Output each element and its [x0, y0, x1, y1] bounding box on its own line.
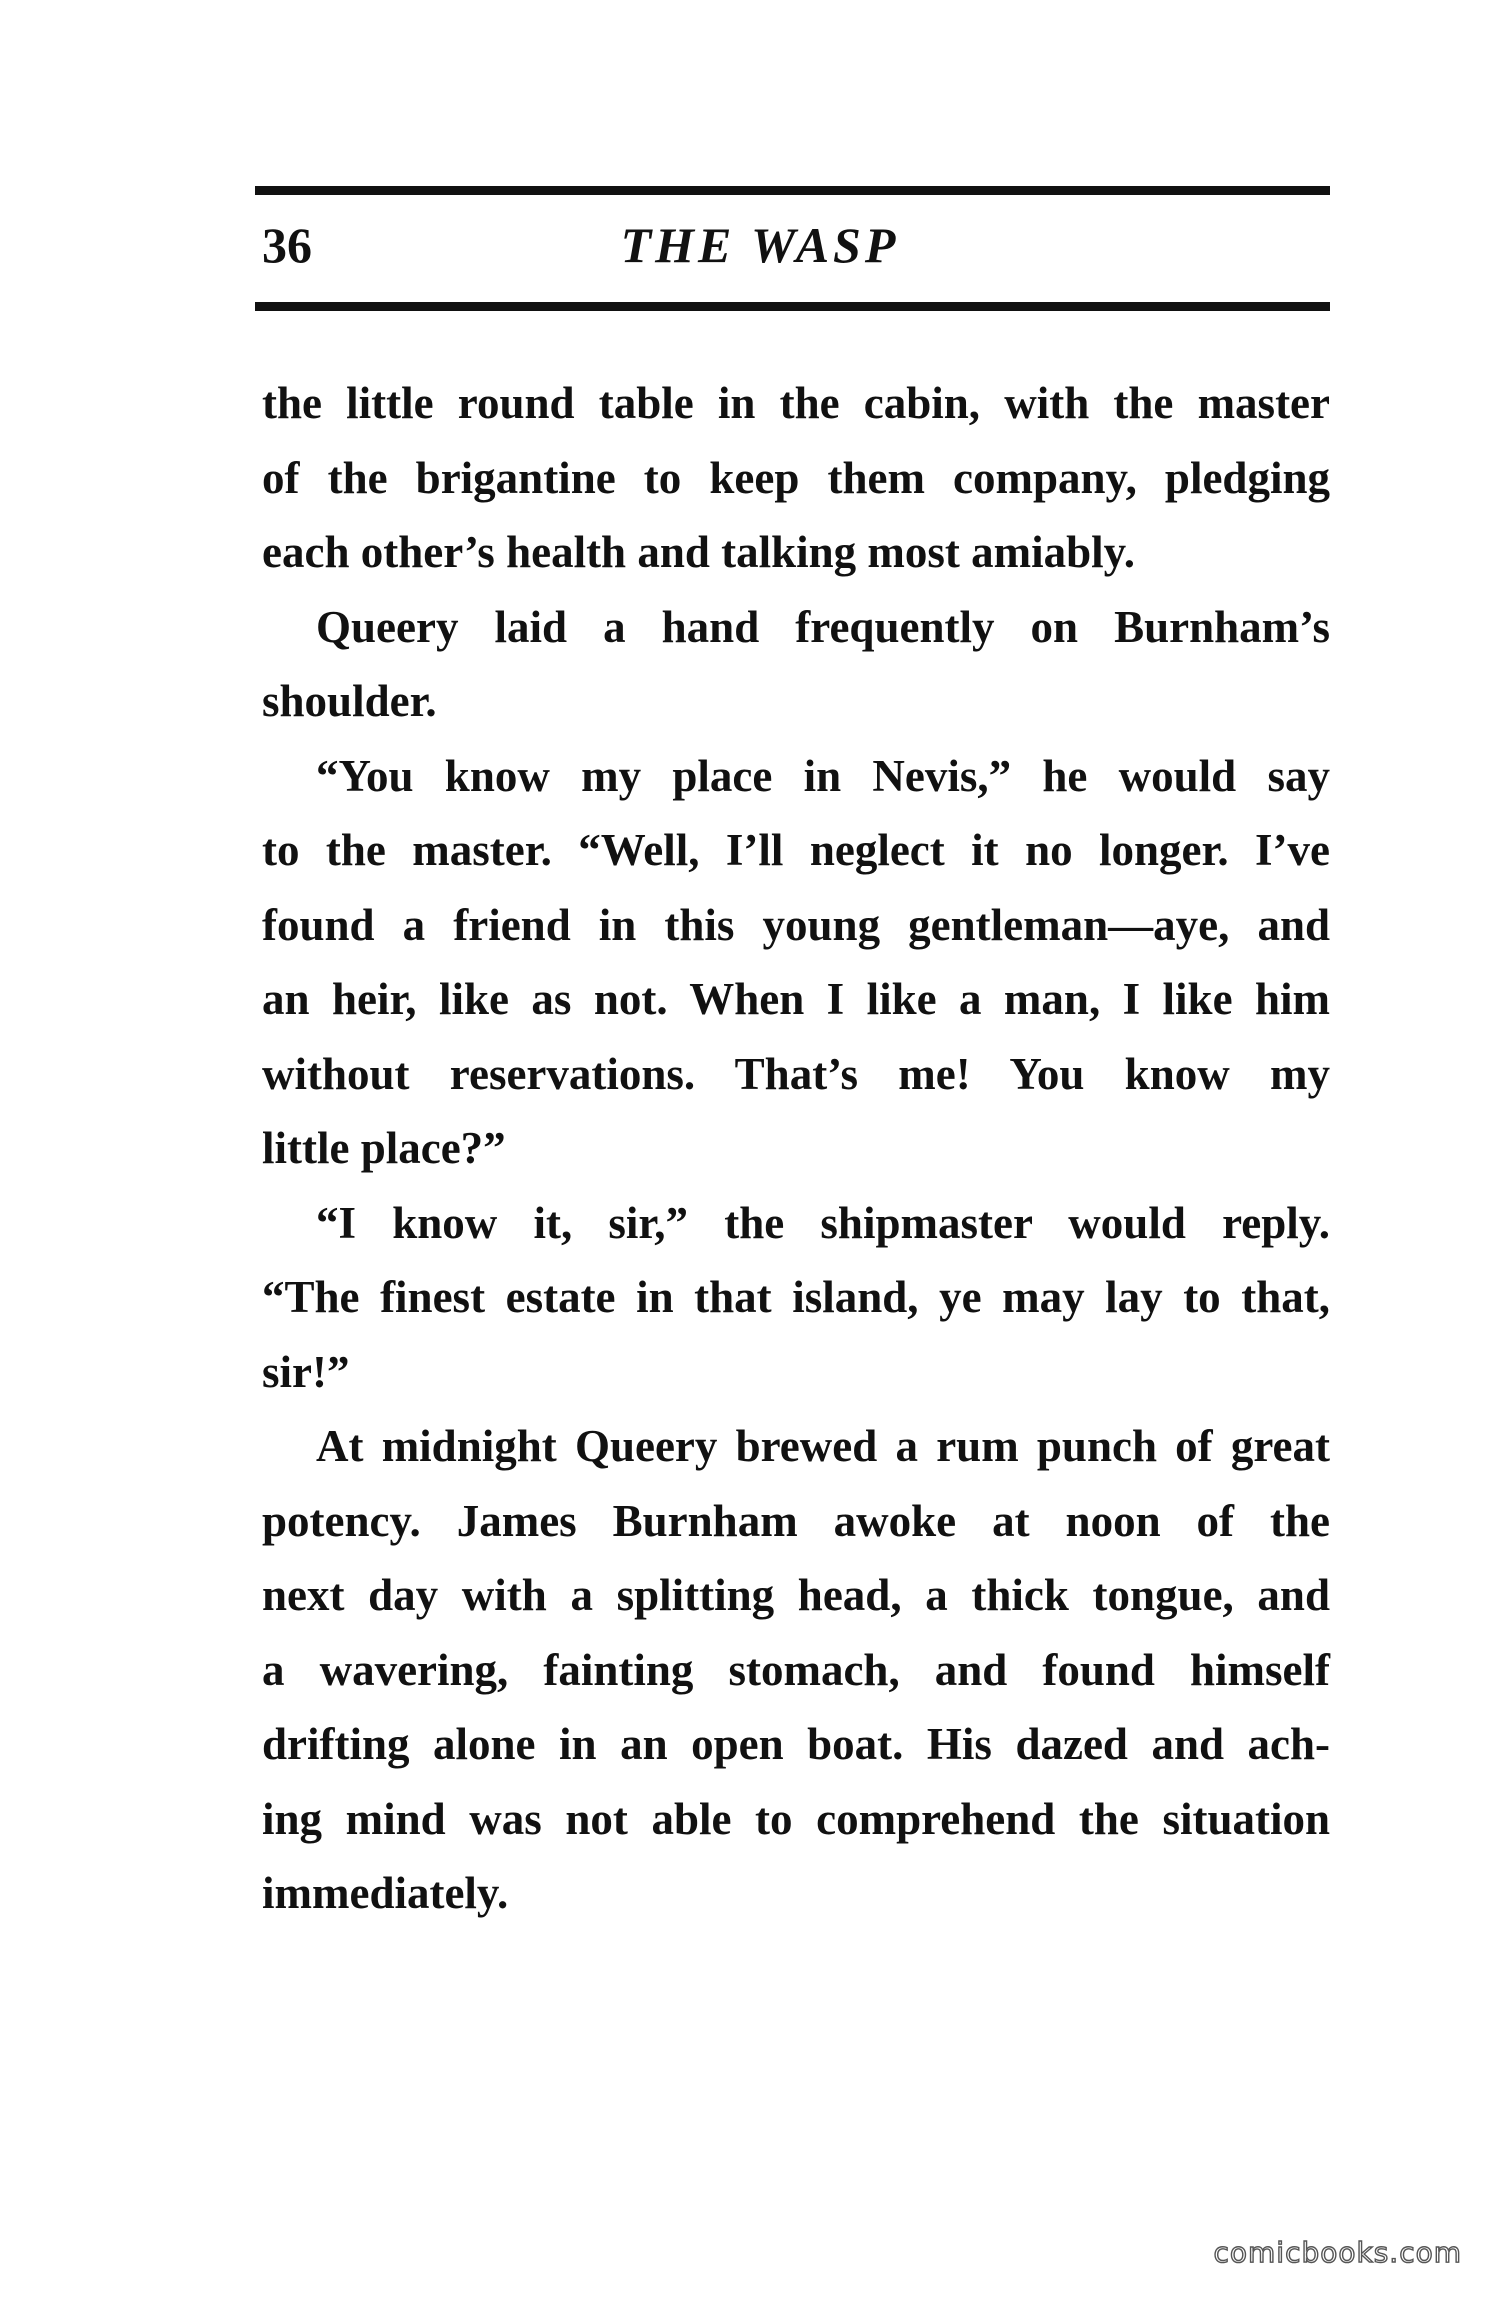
text-line: ing mind was not able to comprehend the situation: [262, 1793, 1330, 1844]
text-line: Queery laid a hand frequently on Burnham’s: [316, 601, 1330, 652]
text-line: the little round table in the cabin, with the master: [262, 378, 1330, 428]
text-line: without reservations. That’s me! You know my: [262, 1048, 1330, 1099]
header-rule-bottom: [255, 302, 1330, 311]
text-line: little place?”: [262, 1123, 506, 1173]
page-number: 36: [262, 217, 312, 273]
text-line: “You know my place in Nevis,” he would say: [316, 750, 1330, 801]
paragraph-2: [262, 590, 1330, 739]
text-line: a wavering, fainting stomach, and found himself: [262, 1644, 1330, 1695]
paragraph-4: [262, 1186, 1330, 1410]
text-line: drifting alone in an open boat. His dazed and ach-: [262, 1719, 1330, 1769]
text-line: of the brigantine to keep them company, pledging: [262, 452, 1330, 503]
text-line: potency. James Burnham awoke at noon of the: [262, 1495, 1330, 1546]
text-line: “The finest estate in that island, ye may lay to that,: [262, 1272, 1330, 1322]
header-rule-top: [255, 186, 1330, 195]
paragraph-3: [262, 739, 1330, 1186]
paragraph-1: [262, 366, 1330, 590]
text-line: to the master. “Well, I’ll neglect it no longer. I’ve: [262, 825, 1330, 875]
text-line: an heir, like as not. When I like a man, I like him: [262, 974, 1330, 1024]
text-line: sir!”: [262, 1346, 350, 1397]
text-line: shoulder.: [262, 676, 437, 726]
watermark: comicbooks.com: [1213, 2236, 1462, 2269]
text-line: next day with a splitting head, a thick tongue, and: [262, 1570, 1330, 1620]
paragraph-5: [262, 1409, 1330, 1931]
text-line: each other’s health and talking most amiably.: [262, 527, 1135, 577]
text-line: At midnight Queery brewed a rum punch of great: [316, 1421, 1330, 1471]
text-line: “I know it, sir,” the shipmaster would reply.: [316, 1197, 1330, 1248]
running-title: THE WASP: [620, 217, 900, 273]
text-line: immediately.: [262, 1868, 509, 1918]
body-text: [262, 366, 1330, 1931]
text-line: found a friend in this young gentleman—aye, and: [262, 899, 1330, 950]
